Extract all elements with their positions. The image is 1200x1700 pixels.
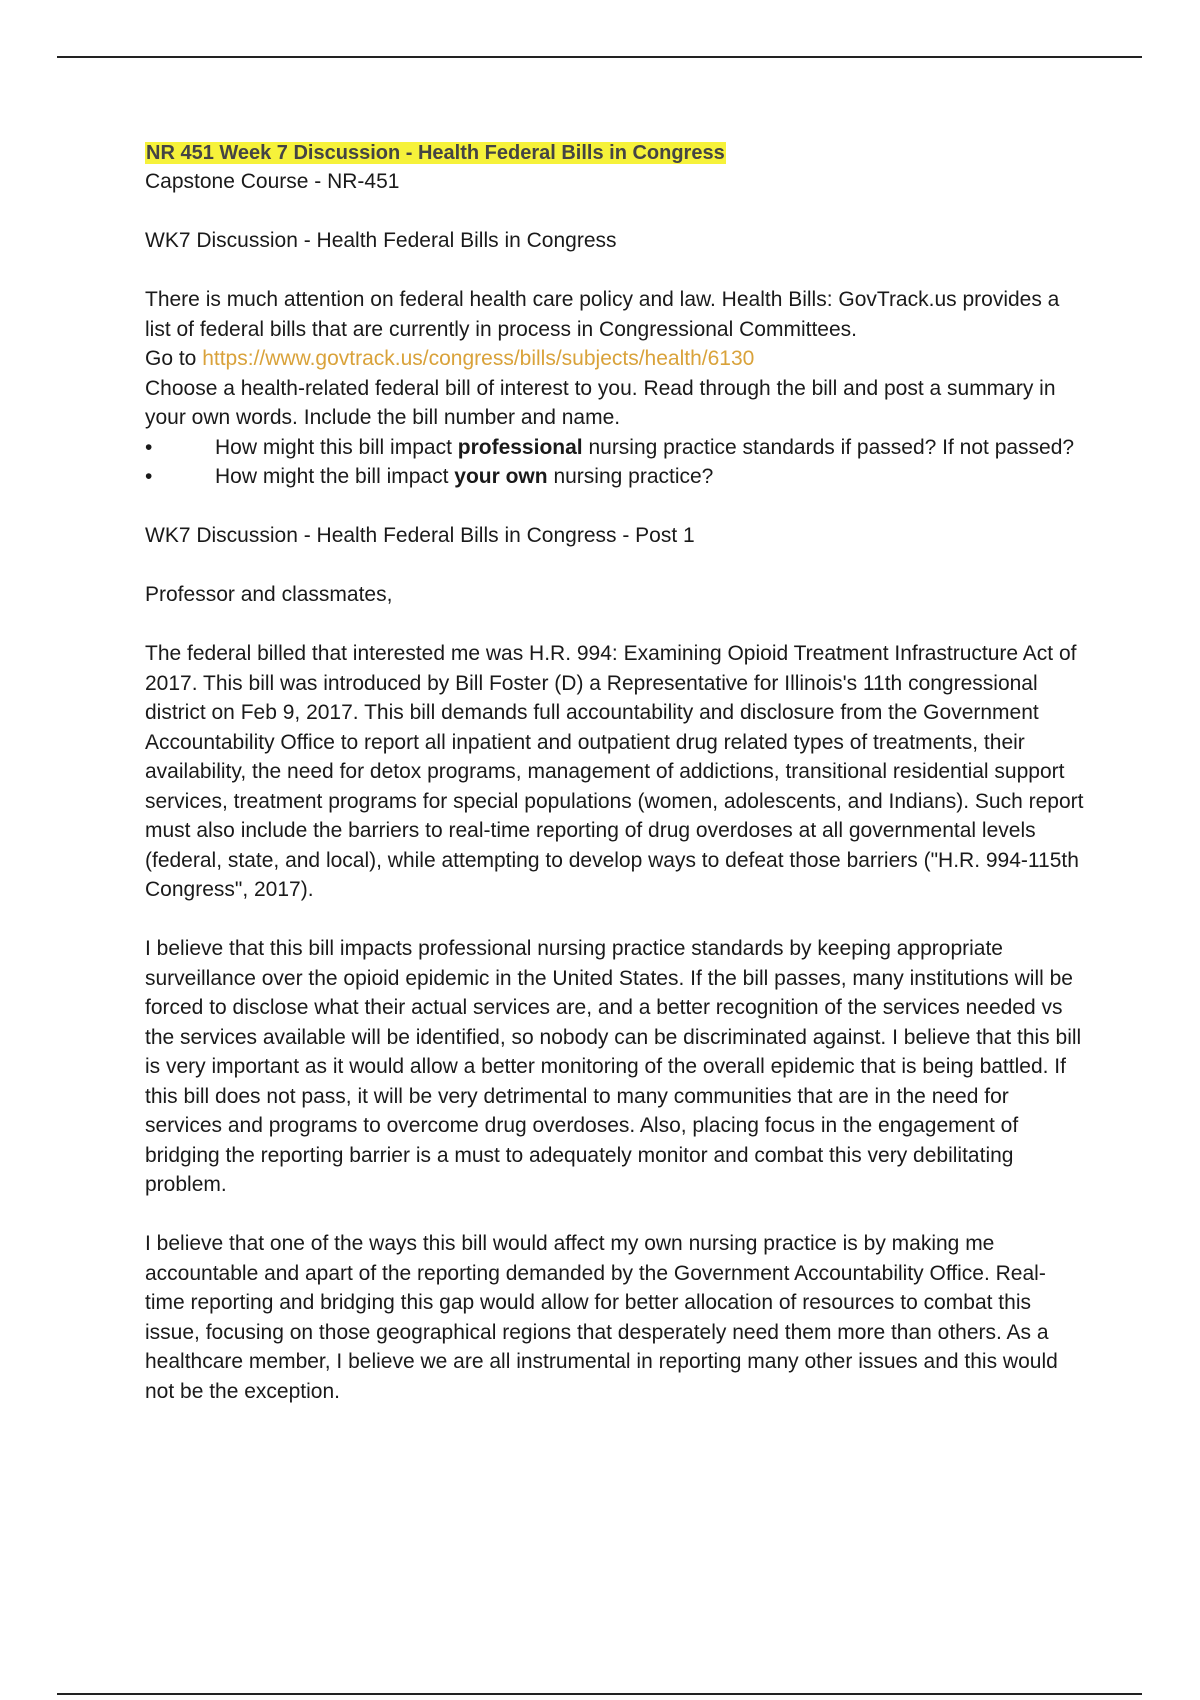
spacer: [145, 197, 1085, 227]
spacer: [145, 492, 1085, 522]
bullet-item: [145, 433, 1085, 463]
govtrack-link[interactable]: https://www.govtrack.us/congress/bills/subjects/health/6130: [202, 347, 755, 370]
course-name: Capstone Course - NR-451: [145, 170, 400, 193]
intro-text: There is much attention on federal health care policy and law. Health Bills: GovTrack.us provides a list of federal bills that are currently in process in Congressional Committees.: [145, 288, 1060, 341]
spacer: [145, 551, 1085, 581]
body-paragraph: I believe that this bill impacts professional nursing practice standards by keeping appropriate surveillance over the opioid epidemic in the United States. If the bill passes, many institutions will be forced to disclose what their actual services are, and a better recognition of the services needed vs the services available will be identified, so nobody can be discriminated against. I believe that this bill is very important as it would allow a better monitoring of the overall epidemic that is being battled. If this bill does not pass, it will be very detrimental to many communities that are in the need for services and programs to overcome drug overdoses. Also, placing focus in the engagement of bridging the reporting barrier is a must to adequately monitor and combat this very debilitating problem.: [145, 937, 1082, 1196]
bottom-divider: [57, 1693, 1142, 1695]
document-title: [145, 139, 1085, 167]
spacer: [145, 905, 1085, 935]
bullet-text-before: How might this bill impact: [215, 435, 458, 459]
body-paragraph: The federal billed that interested me was H.R. 994: Examining Opioid Treatment Infrastructure Act of 2017. This bill was introduced by Bill Foster (D) a Representative for Illinois's 11th congressional district on Feb 9, 2017. This bill demands full accountability and disclosure from the Government Accountability Office to report all inpatient and outpatient drug related types of treatments, their availability, the need for detox programs, management of addictions, transitional residential support services, treatment programs for special populations (women, adolescents, and Indians). Such report must also include the barriers to real-time reporting of drug overdoses at all governmental levels (federal, state, and local), while attempting to develop ways to defeat those barriers ("H.R. 994-115th Congress", 2017).: [145, 642, 1084, 901]
title-highlight: NR 451 Week 7 Discussion - Health Federal Bills in Congress: [146, 142, 725, 164]
bullet-bold-text: your own: [454, 465, 548, 488]
instruction-text: Choose a health-related federal bill of interest to you. Read through the bill and post a summary in your own words. Include the bill number and name.: [145, 376, 1056, 429]
greeting: Professor and classmates,: [145, 583, 393, 606]
bullet-bold-text: professional: [457, 435, 583, 459]
goto-prefix: Go to: [145, 347, 203, 370]
document-body: [145, 139, 1085, 1406]
post-heading: WK7 Discussion - Health Federal Bills in Congress - Post 1: [145, 524, 695, 547]
bullet-marker: •: [145, 465, 153, 488]
top-divider: [57, 56, 1142, 58]
bullet-text-after: nursing practice standards if passed? If not passed?: [582, 435, 1075, 459]
bullet-item: [145, 462, 1085, 492]
bullet-text-before: How might the bill impact: [215, 465, 455, 488]
body-paragraph: I believe that one of the ways this bill would affect my own nursing practice is by making me accountable and apart of the reporting demanded by the Government Accountability Office. Real-time reporting and bridging this gap would allow for better allocation of resources to combat this issue, focusing on those geographical regions that desperately need them more than others. As a healthcare member, I believe we are all instrumental in reporting many other issues and this would not be the exception.: [145, 1232, 1058, 1403]
bullet-marker: •: [145, 435, 153, 459]
spacer: [145, 610, 1085, 640]
spacer: [145, 256, 1085, 286]
discussion-heading: WK7 Discussion - Health Federal Bills in Congress: [145, 229, 617, 252]
spacer: [145, 1200, 1085, 1230]
goto-line: [145, 344, 1085, 374]
bullet-text-after: nursing practice?: [547, 465, 714, 488]
